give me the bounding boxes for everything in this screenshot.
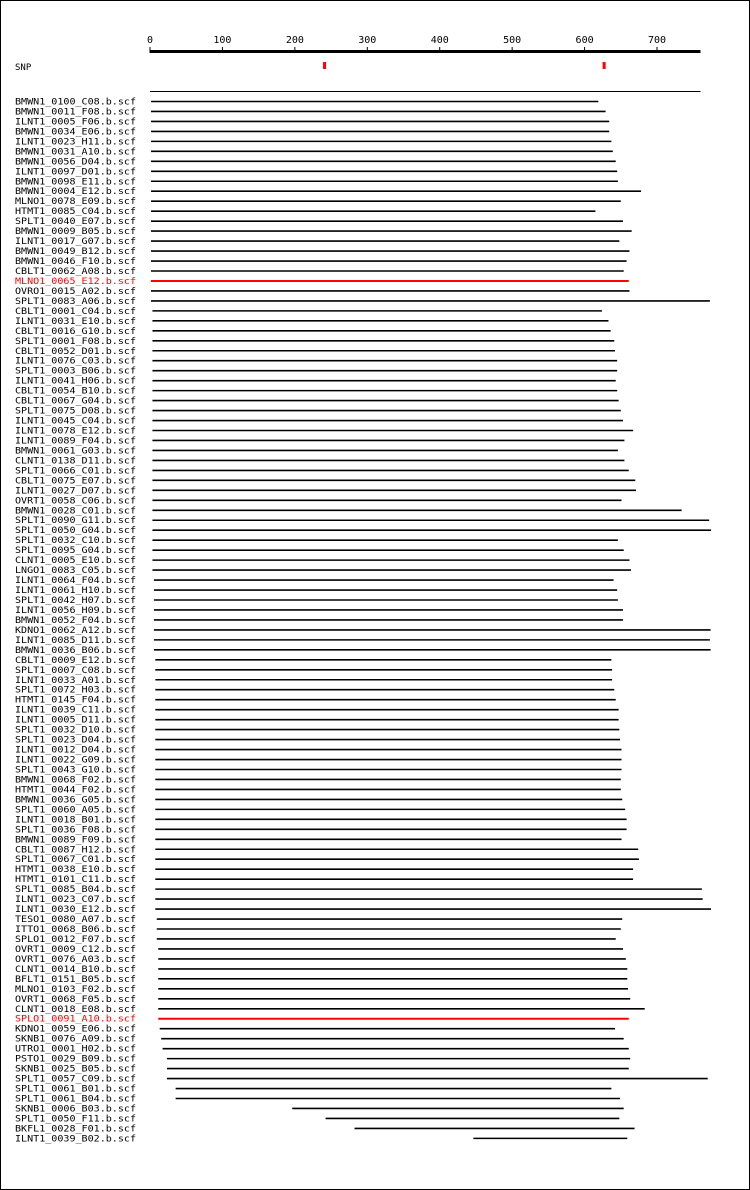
read-name: OVRO1_0015_A02.b.scf [15, 286, 136, 297]
read-name: CBLT1_0054_B10.b.scf [15, 386, 136, 397]
read-name: SPLT1_0042_H07.b.scf [15, 596, 136, 606]
snp-marker [323, 62, 326, 69]
read-name: ILNT1_0027_D07.b.scf [15, 486, 136, 497]
read-row [15, 636, 710, 646]
read-row [15, 377, 616, 387]
read-name: CBLT1_0067_G04.b.scf [15, 396, 136, 407]
read-name: CBLT1_0016_G10.b.scf [15, 326, 136, 337]
read-row [15, 466, 629, 476]
read-row [15, 417, 623, 427]
read-row [15, 456, 624, 466]
axis-tick-label: 0 [146, 35, 154, 46]
read-name: BFLT1_0151_B05.b.scf [15, 974, 136, 985]
read-name: BMWN1_0031_A10.b.scf [15, 147, 136, 158]
read-row [15, 147, 613, 157]
read-name: ILNT1_0030_E12.b.scf [15, 905, 136, 916]
read-name: ILNT1_0056_H09.b.scf [15, 605, 136, 616]
read-name: SPLT1_0075_D08.b.scf [15, 406, 136, 417]
read-name: ILNT1_0085_D11.b.scf [15, 635, 136, 646]
read-name: ILNT1_0089_F04.b.scf [15, 436, 136, 447]
read-name: SPLT1_0040_E07.b.scf [15, 217, 136, 228]
read-row [15, 965, 627, 975]
read-name: SKNB1_0076_A09.b.scf [15, 1034, 136, 1045]
read-row [15, 107, 606, 117]
alignment-diagram [1, 1, 749, 1189]
read-name: SPLT1_0001_F08.b.scf [15, 336, 136, 347]
read-row [15, 726, 619, 736]
read-row [15, 347, 615, 357]
read-name: CBLT1_0087_H12.b.scf [15, 845, 136, 856]
read-name: SPLT1_0072_H03.b.scf [15, 685, 136, 696]
read-name: CLNT1_0018_E08.b.scf [15, 1004, 136, 1015]
read-name: SPLT1_0032_C10.b.scf [15, 536, 136, 547]
read-row [15, 267, 624, 277]
read-row [15, 297, 710, 307]
read-name: BKFL1_0028_F01.b.scf [15, 1124, 136, 1135]
read-row [15, 875, 633, 885]
read-row [15, 397, 619, 407]
read-row [15, 865, 633, 875]
read-name: SPLT1_0050_G04.b.scf [15, 526, 136, 537]
read-row [15, 157, 616, 167]
read-row [15, 237, 619, 247]
read-name: SPLT1_0067_C01.b.scf [15, 855, 136, 866]
read-row [15, 1075, 708, 1085]
read-name: SPLT1_0061_B04.b.scf [15, 1094, 136, 1105]
read-row [15, 1134, 627, 1144]
read-row [15, 317, 608, 327]
read-name: BMWN1_0061_G03.b.scf [15, 446, 136, 457]
read-row [15, 626, 711, 636]
read-row [15, 327, 611, 337]
read-name: BMWN1_0098_E11.b.scf [15, 177, 136, 188]
read-name: CBLT1_0075_E07.b.scf [15, 476, 136, 487]
read-row [15, 995, 630, 1005]
read-name: ILNT1_0005_F06.b.scf [15, 117, 136, 128]
read-name: HTMT1_0044_F02.b.scf [15, 785, 136, 796]
read-name: BMWN1_0034_E06.b.scf [15, 127, 136, 138]
read-name: SKNB1_0025_B05.b.scf [15, 1064, 136, 1075]
read-row [15, 596, 618, 606]
read-name: ITTO1_0068_B06.b.scf [15, 925, 136, 936]
read-row [15, 337, 614, 347]
read-name: ILNT1_0076_C03.b.scf [15, 356, 136, 367]
read-row [15, 955, 626, 965]
read-row [15, 925, 621, 935]
read-name: BMWN1_0056_D04.b.scf [15, 157, 136, 168]
read-name: SPLT1_0061_B01.b.scf [15, 1084, 136, 1095]
read-row [15, 1035, 624, 1045]
read-row [15, 1025, 615, 1035]
read-row [15, 835, 622, 845]
read-name: ILNT1_0022_G09.b.scf [15, 755, 136, 766]
read-row [15, 855, 639, 865]
read-row [15, 1104, 624, 1114]
read-name: BMWN1_0049_B12.b.scf [15, 247, 136, 258]
read-name: MLNO1_0065_E12.b.scf [15, 276, 136, 287]
read-row [15, 197, 621, 207]
read-row [15, 217, 623, 227]
read-name: HTMT1_0145_F04.b.scf [15, 695, 136, 706]
read-row [15, 676, 612, 686]
axis-tick-label: 600 [575, 35, 594, 46]
read-name: KDNO1_0062_A12.b.scf [15, 625, 136, 636]
read-name: SPLT1_0090_G11.b.scf [15, 516, 136, 527]
read-row [15, 646, 711, 656]
read-row [15, 1085, 611, 1095]
read-name: CLNT1_0138_D11.b.scf [15, 456, 136, 467]
read-row [15, 446, 618, 456]
read-row [15, 785, 621, 795]
read-row [15, 137, 611, 147]
read-row [15, 506, 682, 516]
read-name: ILNT1_0045_C04.b.scf [15, 416, 136, 427]
axis-tick-label: 400 [430, 35, 449, 46]
read-name: BMWN1_0046_F10.b.scf [15, 257, 136, 268]
read-row [15, 825, 627, 835]
read-name: OVRT1_0009_C12.b.scf [15, 944, 136, 955]
read-name: SPLT1_0095_G04.b.scf [15, 546, 136, 557]
read-name: ILNT1_0018_B01.b.scf [15, 815, 136, 826]
read-name: BMWN1_0100_C08.b.scf [15, 97, 136, 108]
axis-tick-label: 500 [503, 35, 522, 46]
read-name: PSTO1_0029_B09.b.scf [15, 1054, 136, 1065]
read-row [15, 436, 624, 446]
read-row [15, 526, 711, 536]
read-row [15, 1055, 630, 1065]
read-row [15, 736, 620, 746]
read-row [15, 287, 629, 297]
read-row [15, 845, 638, 855]
read-name: BMWN1_0089_F09.b.scf [15, 835, 136, 846]
read-row [15, 117, 609, 127]
read-name: SPLO1_0091_A10.b.scf [15, 1014, 136, 1025]
read-name: SPLT1_0083_A06.b.scf [15, 296, 136, 307]
read-name: BMWN1_0052_F04.b.scf [15, 615, 136, 626]
read-name: BMWN1_0068_F02.b.scf [15, 775, 136, 786]
read-row [15, 666, 612, 676]
read-name: HTMT1_0038_E10.b.scf [15, 865, 136, 876]
read-name: SPLT1_0007_C08.b.scf [15, 665, 136, 676]
read-name: HTMT1_0085_C04.b.scf [15, 207, 136, 218]
read-name: BMWN1_0009_B05.b.scf [15, 227, 136, 238]
read-row [15, 935, 616, 945]
read-name: ILNT1_0023_H11.b.scf [15, 137, 136, 148]
snp-marker [603, 62, 606, 69]
read-name: ILNT1_0012_D04.b.scf [15, 745, 136, 756]
read-name: CLNT1_0005_E10.b.scf [15, 556, 136, 567]
read-row [15, 98, 598, 108]
read-row [15, 945, 623, 955]
read-row [15, 357, 617, 367]
read-name: BMWN1_0036_B06.b.scf [15, 645, 136, 656]
read-row [15, 1005, 645, 1015]
read-row [15, 696, 616, 706]
axis-tick-label: 100 [213, 35, 232, 46]
read-name: ILNT1_0031_E10.b.scf [15, 316, 136, 327]
read-row [15, 127, 609, 137]
read-name: SPLT1_0003_B06.b.scf [15, 366, 136, 377]
read-name: BMWN1_0011_F08.b.scf [15, 107, 136, 118]
read-name: OVRT1_0058_C06.b.scf [15, 496, 136, 507]
read-name: OVRT1_0076_A03.b.scf [15, 954, 136, 965]
read-name: ILNT1_0039_C11.b.scf [15, 705, 136, 716]
read-row [15, 1065, 629, 1075]
read-row [15, 706, 619, 716]
read-row [15, 815, 627, 825]
read-name: BMWN1_0036_G05.b.scf [15, 795, 136, 806]
read-row [15, 1015, 629, 1025]
read-row [15, 795, 622, 805]
read-name: ILNT1_0061_H10.b.scf [15, 586, 136, 597]
read-row [15, 576, 614, 586]
read-row [15, 905, 711, 915]
read-row [15, 616, 623, 626]
read-name: MLNO1_0078_E09.b.scf [15, 197, 136, 208]
snp-label: SNP [15, 63, 32, 73]
read-row [15, 247, 629, 257]
read-row [15, 716, 619, 726]
read-row [15, 387, 617, 397]
read-row [15, 207, 595, 217]
read-row [15, 566, 631, 576]
read-name: SPLT1_0043_G10.b.scf [15, 765, 136, 776]
read-name: ILNT1_0033_A01.b.scf [15, 675, 136, 686]
read-row [15, 985, 628, 995]
read-name: UTRO1_0001_H02.b.scf [15, 1044, 136, 1055]
read-row [15, 1114, 619, 1124]
read-row [15, 606, 623, 616]
read-name: ILNT1_0064_F04.b.scf [15, 576, 136, 587]
read-row [15, 516, 709, 526]
read-name: SPLT1_0023_D04.b.scf [15, 735, 136, 746]
read-row [15, 486, 636, 496]
read-row [15, 1124, 635, 1134]
read-row [15, 167, 617, 177]
read-name: ILNT1_0039_B02.b.scf [15, 1134, 136, 1145]
read-row [15, 177, 618, 187]
read-name: SKNB1_0006_B03.b.scf [15, 1104, 136, 1115]
read-name: OVRT1_0068_F05.b.scf [15, 994, 136, 1005]
read-row [15, 277, 629, 287]
read-name: SPLT1_0050_F11.b.scf [15, 1114, 136, 1125]
read-row [15, 885, 702, 895]
read-name: SPLT1_0066_C01.b.scf [15, 466, 136, 477]
read-name: ILNT1_0041_H06.b.scf [15, 376, 136, 387]
read-row [15, 536, 618, 546]
read-row [15, 895, 703, 905]
read-name: MLNO1_0103_F02.b.scf [15, 984, 136, 995]
read-row [15, 975, 627, 985]
read-name: CLNT1_0014_B10.b.scf [15, 964, 136, 975]
read-name: CBLT1_0062_A08.b.scf [15, 266, 136, 277]
read-name: BMWN1_0004_E12.b.scf [15, 187, 136, 198]
read-row [15, 367, 617, 377]
read-row [15, 257, 627, 267]
read-row [15, 427, 633, 437]
read-name: CBLT1_0052_D01.b.scf [15, 346, 136, 357]
read-row [15, 496, 622, 506]
read-row [15, 775, 621, 785]
read-row [15, 656, 611, 666]
read-name: KDNO1_0059_E06.b.scf [15, 1024, 136, 1035]
read-name: SPLT1_0032_D10.b.scf [15, 725, 136, 736]
read-name: SPLO1_0012_F07.b.scf [15, 934, 136, 945]
read-name: TESO1_0080_A07.b.scf [15, 915, 136, 926]
read-row [15, 915, 622, 925]
read-row [15, 227, 632, 237]
read-name: SPLT1_0036_F08.b.scf [15, 825, 136, 836]
read-row [15, 686, 614, 696]
read-row [15, 1045, 629, 1055]
read-row [15, 187, 641, 197]
read-row [15, 546, 624, 556]
read-name: BMWN1_0028_C01.b.scf [15, 506, 136, 517]
read-name: SPLT1_0057_C09.b.scf [15, 1074, 136, 1085]
read-name: CBLT1_0001_C04.b.scf [15, 306, 136, 317]
read-row [15, 476, 635, 486]
read-row [15, 765, 622, 775]
read-name: SPLT1_0085_B04.b.scf [15, 885, 136, 896]
read-row [15, 746, 622, 756]
axis-tick-label: 700 [647, 35, 667, 46]
read-row [15, 556, 629, 566]
read-row [15, 307, 602, 317]
read-name: SPLT1_0060_A05.b.scf [15, 805, 136, 816]
read-name: CBLT1_0009_E12.b.scf [15, 655, 136, 666]
read-row [15, 756, 622, 766]
read-name: HTMT1_0101_C11.b.scf [15, 875, 136, 886]
read-name: LNGO1_0083_C05.b.scf [15, 566, 136, 577]
read-name: ILNT1_0017_G07.b.scf [15, 237, 136, 248]
read-row [15, 586, 617, 596]
read-name: ILNT1_0005_D11.b.scf [15, 715, 136, 726]
axis-tick-label: 200 [285, 35, 304, 46]
read-row [15, 805, 625, 815]
read-name: ILNT1_0078_E12.b.scf [15, 426, 136, 437]
read-name: ILNT1_0023_C07.b.scf [15, 895, 136, 906]
axis-tick-label: 300 [358, 35, 377, 46]
read-name: ILNT1_0097_D01.b.scf [15, 167, 136, 178]
read-row [15, 1095, 620, 1105]
read-row [15, 407, 621, 417]
